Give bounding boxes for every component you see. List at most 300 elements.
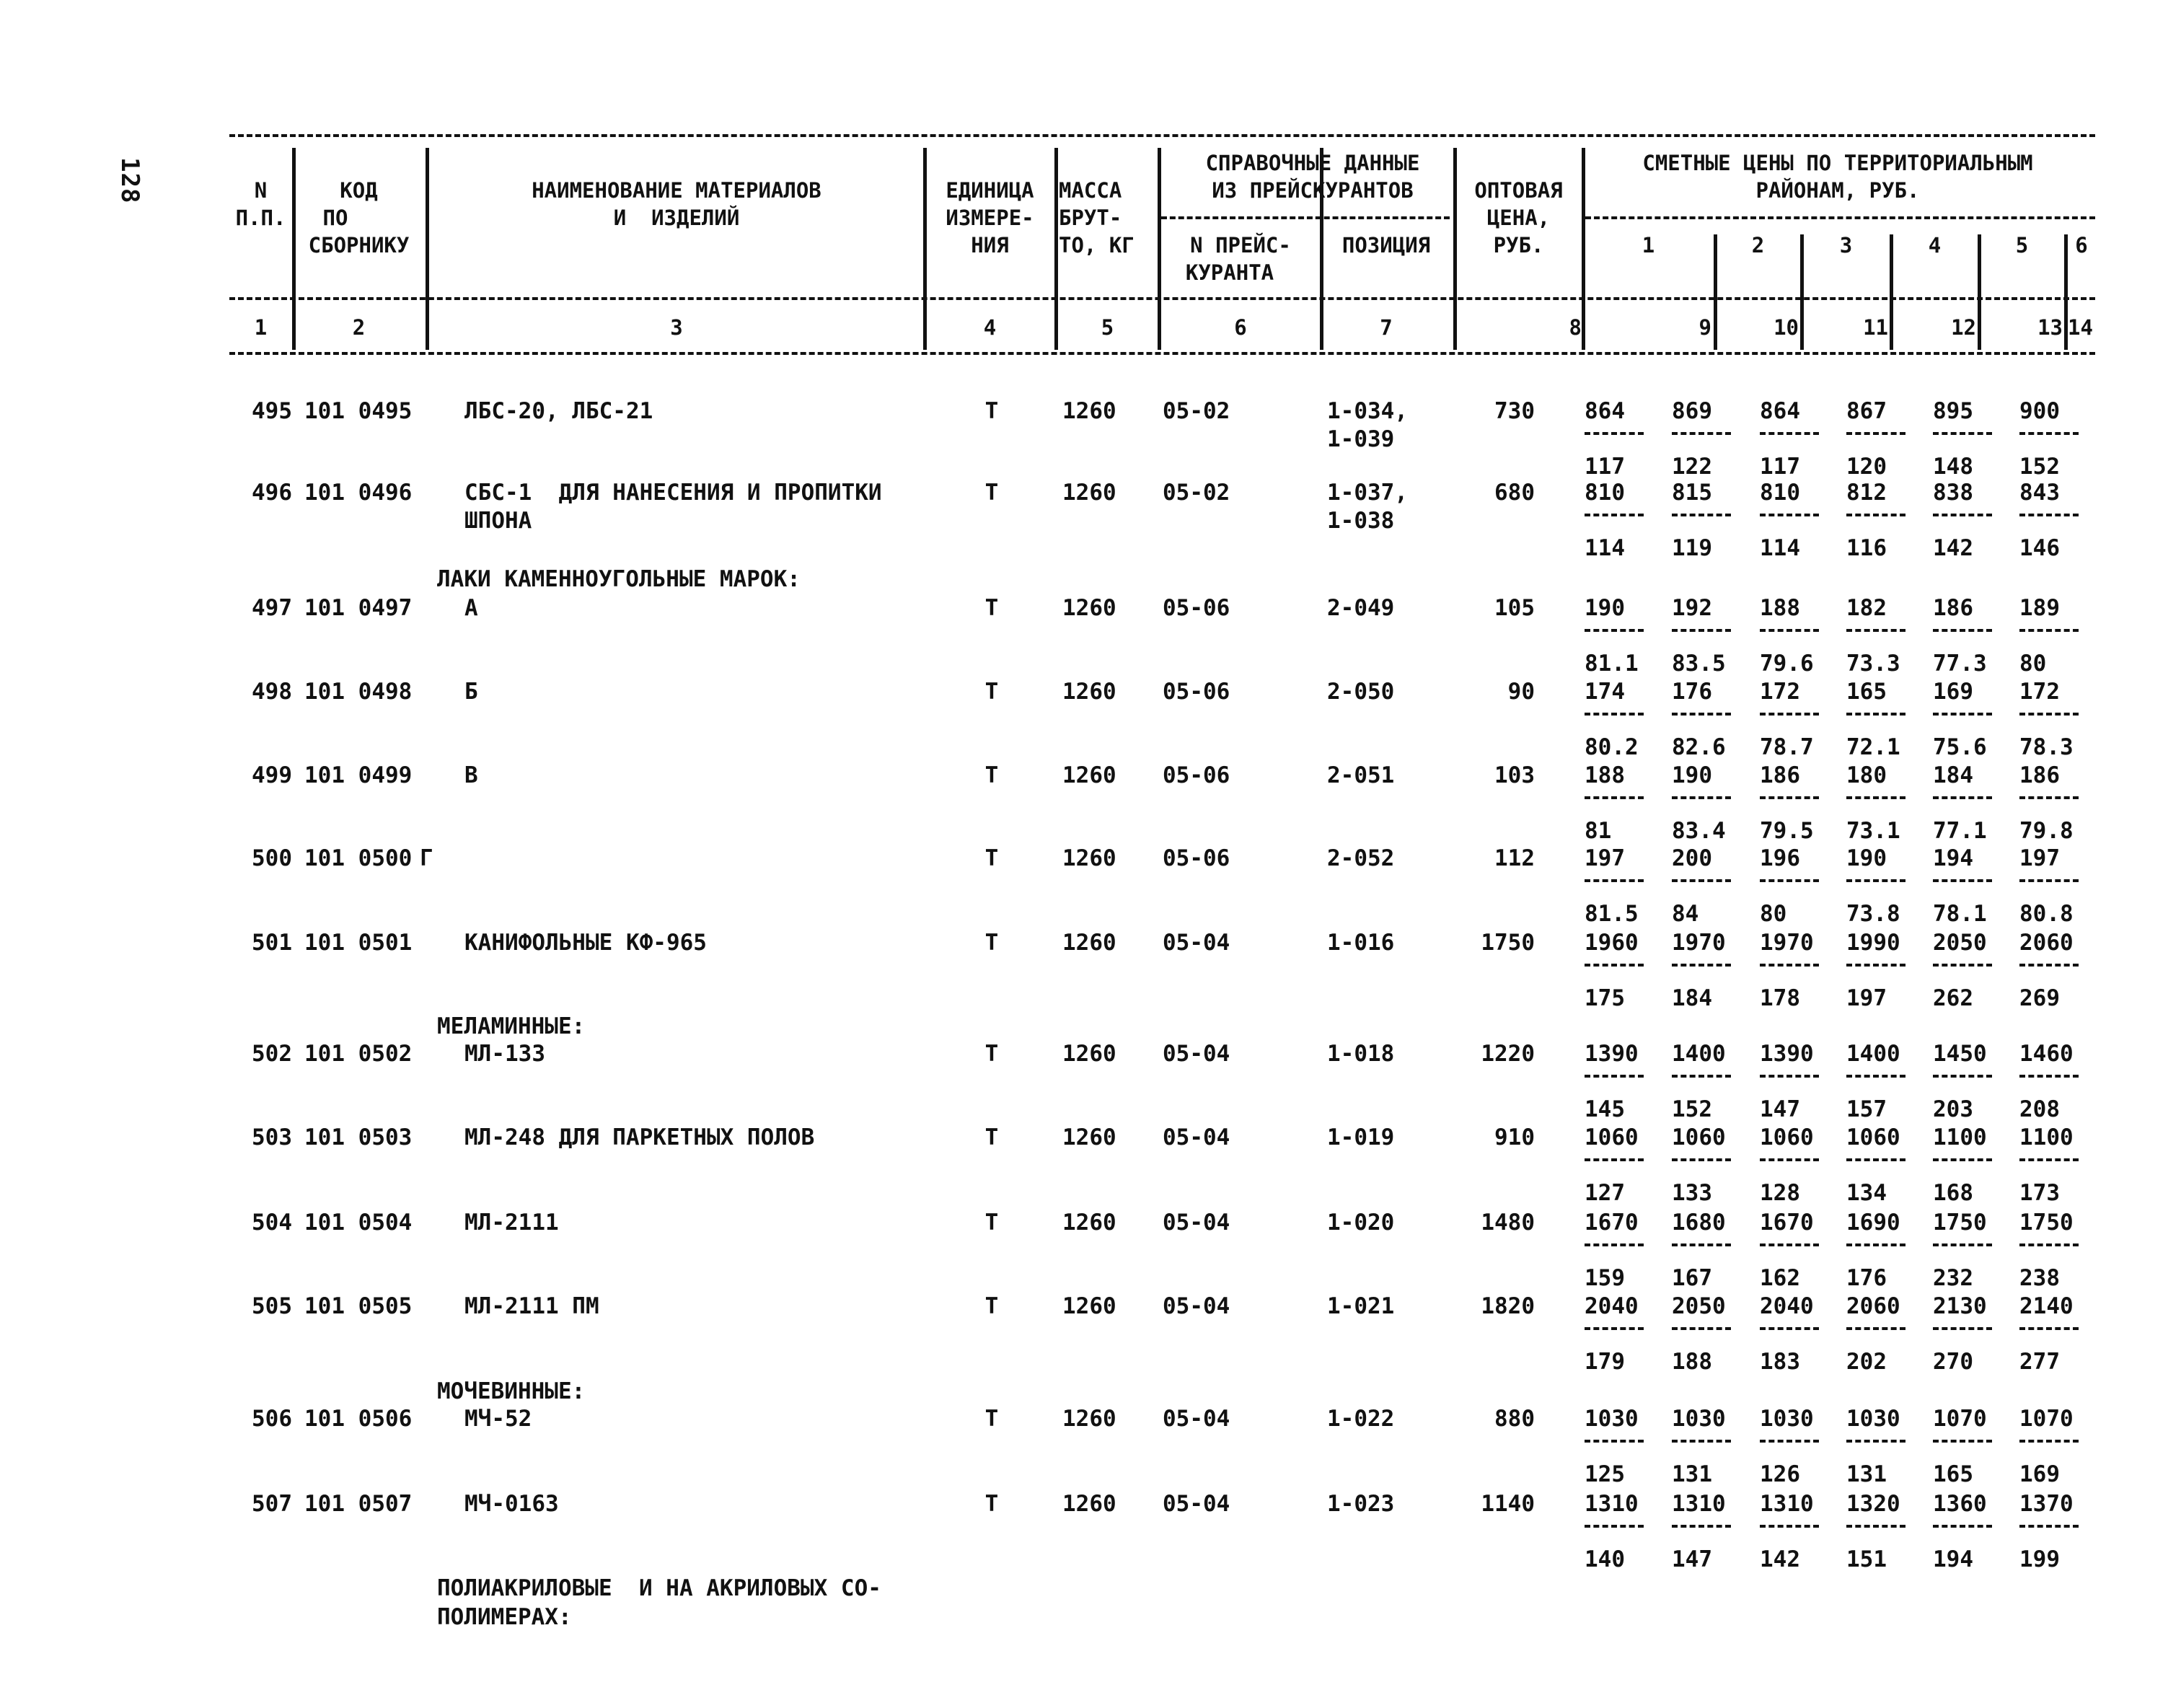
row-wholesale-price: 112: [1494, 845, 1535, 871]
fraction-line: [1760, 432, 1819, 435]
row-number: 501: [252, 930, 292, 956]
row-code: 101 0506: [304, 1406, 413, 1432]
header-col8: ЦЕНА,: [1486, 206, 1551, 230]
fraction-line: [1585, 1327, 1644, 1330]
row-code: 101 0501: [304, 930, 413, 956]
fraction-line: [1672, 1158, 1731, 1161]
row-wholesale-price: 105: [1494, 595, 1535, 621]
region-price-top: 182: [1846, 595, 1887, 621]
region-price-top: 186: [1933, 595, 1973, 621]
row-pricelist: 05-06: [1163, 762, 1230, 788]
fraction-line: [1933, 1525, 1992, 1528]
header-col2: СБОРНИКУ: [308, 233, 410, 257]
fraction-line: [1846, 432, 1905, 435]
row-mass: 1260: [1062, 845, 1116, 871]
region-price-top: 196: [1760, 845, 1800, 871]
row-name: В: [464, 762, 478, 788]
region-price-top: 1310: [1760, 1491, 1814, 1517]
region-price-top: 186: [2019, 762, 2060, 788]
column-number: 1: [254, 315, 268, 340]
row-mass: 1260: [1062, 398, 1116, 424]
fraction-line: [1585, 964, 1644, 967]
region-price-top: 1400: [1846, 1041, 1900, 1067]
row-position: 1-038: [1327, 508, 1395, 534]
row-mass: 1260: [1062, 1293, 1116, 1319]
region-price-bottom: 142: [1933, 535, 1973, 561]
row-wholesale-price: 103: [1494, 762, 1535, 788]
region-price-top: 1990: [1846, 930, 1900, 956]
region-price-bottom: 73.1: [1846, 818, 1900, 844]
header-col2: ПО: [322, 206, 348, 230]
region-price-bottom: 175: [1585, 985, 1625, 1011]
region-price-bottom: 203: [1933, 1096, 1973, 1122]
header-col5: БРУТ-: [1059, 206, 1122, 230]
region-price-bottom: 79.6: [1760, 651, 1814, 677]
region-price-bottom: 131: [1846, 1461, 1887, 1487]
header-regions-rule: [1585, 216, 2095, 219]
region-price-bottom: 151: [1846, 1546, 1887, 1572]
region-price-bottom: 178: [1760, 985, 1800, 1011]
row-mass: 1260: [1062, 480, 1116, 506]
row-number: 503: [252, 1124, 292, 1150]
region-price-bottom: 199: [2019, 1546, 2060, 1572]
region-price-bottom: 167: [1672, 1265, 1712, 1291]
row-unit: Т: [984, 1210, 999, 1236]
row-wholesale-price: 910: [1494, 1124, 1535, 1150]
region-price-bottom: 73.3: [1846, 651, 1900, 677]
region-price-top: 1450: [1933, 1041, 1987, 1067]
region-price-bottom: 197: [1846, 985, 1887, 1011]
header-col6: N ПРЕЙС-: [1190, 233, 1291, 257]
region-price-bottom: 119: [1672, 535, 1712, 561]
region-price-bottom: 152: [2019, 454, 2060, 480]
row-pricelist: 05-04: [1163, 1210, 1230, 1236]
column-number: 8: [1569, 315, 1582, 340]
region-price-top: 810: [1760, 480, 1800, 506]
region-price-top: 1390: [1760, 1041, 1814, 1067]
row-unit: Т: [984, 480, 999, 506]
region-price-bottom: 120: [1846, 454, 1887, 480]
fraction-line: [1846, 629, 1905, 632]
fraction-line: [2019, 964, 2079, 967]
row-mass: 1260: [1062, 1041, 1116, 1067]
fraction-line: [1672, 796, 1731, 799]
fraction-line: [1672, 1440, 1731, 1443]
fraction-line: [1672, 964, 1731, 967]
region-price-bottom: 188: [1672, 1349, 1712, 1375]
region-price-bottom: 202: [1846, 1349, 1887, 1375]
region-price-top: 1060: [1846, 1124, 1900, 1150]
region-price-bottom: 75.6: [1933, 734, 1987, 760]
row-name: Б: [464, 679, 478, 705]
region-price-bottom: 114: [1760, 535, 1800, 561]
column-number: 5: [1101, 315, 1114, 340]
column-number: 10: [1774, 315, 1799, 340]
header-region-num: 4: [1928, 233, 1942, 257]
region-price-bottom: 81.1: [1585, 651, 1639, 677]
region-price-bottom: 131: [1672, 1461, 1712, 1487]
region-price-bottom: 140: [1585, 1546, 1625, 1572]
header-region-num: 2: [1751, 233, 1765, 257]
row-position: 1-034,: [1327, 398, 1408, 424]
fraction-line: [1846, 514, 1905, 516]
region-price-top: 1030: [1585, 1406, 1639, 1432]
header-ref-rule: [1161, 216, 1450, 219]
region-price-bottom: 77.1: [1933, 818, 1987, 844]
header-regions-title: РАЙОНАМ, РУБ.: [1755, 178, 1920, 203]
fraction-line: [1585, 796, 1644, 799]
region-price-top: 190: [1585, 595, 1625, 621]
fraction-line: [1672, 1327, 1731, 1330]
column-number: 12: [1951, 315, 1976, 340]
fraction-line: [1846, 796, 1905, 799]
fraction-line: [1672, 879, 1731, 882]
region-price-top: 172: [2019, 679, 2060, 705]
row-position: 1-022: [1327, 1406, 1395, 1432]
row-unit: Т: [984, 930, 999, 956]
row-pricelist: 05-06: [1163, 595, 1230, 621]
row-mass: 1260: [1062, 1210, 1116, 1236]
fraction-line: [1933, 432, 1992, 435]
column-number: 9: [1698, 315, 1711, 340]
fraction-line: [1846, 1243, 1905, 1246]
header-col3: И ИЗДЕЛИЙ: [613, 206, 740, 230]
row-pricelist: 05-04: [1163, 1406, 1230, 1432]
region-price-bottom: 238: [2019, 1265, 2060, 1291]
region-price-bottom: 157: [1846, 1096, 1887, 1122]
region-price-top: 1460: [2019, 1041, 2074, 1067]
row-unit: Т: [984, 1406, 999, 1432]
row-position: 1-037,: [1327, 480, 1408, 506]
row-name: А: [464, 595, 478, 621]
region-price-top: 190: [1846, 845, 1887, 871]
row-position: 1-023: [1327, 1491, 1395, 1517]
row-unit: Т: [984, 762, 999, 788]
region-price-bottom: 78.3: [2019, 734, 2074, 760]
region-price-bottom: 152: [1672, 1096, 1712, 1122]
header-region-num: 6: [2075, 233, 2088, 257]
group-heading: ПОЛИАКРИЛОВЫЕ И НА АКРИЛОВЫХ СО-: [437, 1575, 881, 1601]
fraction-line: [1760, 1158, 1819, 1161]
fraction-line: [1585, 1525, 1644, 1528]
region-price-bottom: 122: [1672, 454, 1712, 480]
row-position: 1-019: [1327, 1124, 1395, 1150]
row-position: 1-016: [1327, 930, 1395, 956]
region-price-top: 812: [1846, 480, 1887, 506]
fraction-line: [1933, 1440, 1992, 1443]
header-col1: N: [254, 178, 268, 203]
row-code: 101 0496: [304, 480, 413, 506]
fraction-line: [1933, 964, 1992, 967]
region-price-bottom: 159: [1585, 1265, 1625, 1291]
header-ref-title: СПРАВОЧНЫЕ ДАННЫЕ: [1205, 151, 1420, 175]
fraction-line: [1760, 964, 1819, 967]
region-price-bottom: 83.4: [1672, 818, 1726, 844]
row-pricelist: 05-04: [1163, 1491, 1230, 1517]
region-price-bottom: 114: [1585, 535, 1625, 561]
region-price-bottom: 168: [1933, 1180, 1973, 1206]
region-price-top: 1360: [1933, 1491, 1987, 1517]
fraction-line: [1846, 1158, 1905, 1161]
row-pricelist: 05-04: [1163, 1293, 1230, 1319]
header-region-num: 3: [1839, 233, 1853, 257]
region-price-top: 1100: [1933, 1124, 1987, 1150]
region-price-bottom: 128: [1760, 1180, 1800, 1206]
row-name: МЛ-2111: [464, 1210, 559, 1236]
header-col5: МАССА: [1059, 178, 1122, 203]
row-code: 101 0497: [304, 595, 413, 621]
column-separator: [426, 148, 429, 350]
region-price-bottom: 169: [2019, 1461, 2060, 1487]
fraction-line: [1672, 629, 1731, 632]
region-price-bottom: 146: [2019, 535, 2060, 561]
fraction-line: [1760, 713, 1819, 716]
fraction-line: [2019, 1158, 2079, 1161]
region-price-bottom: 173: [2019, 1180, 2060, 1206]
region-price-top: 197: [2019, 845, 2060, 871]
fraction-line: [1933, 1327, 1992, 1330]
region-price-bottom: 81: [1585, 818, 1612, 844]
region-price-top: 1670: [1585, 1210, 1639, 1236]
region-price-bottom: 269: [2019, 985, 2060, 1011]
header-col8: РУБ.: [1493, 233, 1544, 257]
fraction-line: [1585, 1075, 1644, 1078]
row-number: 498: [252, 679, 292, 705]
group-heading: МЕЛАМИННЫЕ:: [437, 1013, 586, 1039]
row-mass: 1260: [1062, 1124, 1116, 1150]
row-name: ЛБС-20, ЛБС-21: [464, 398, 653, 424]
row-code: 101 0495: [304, 398, 413, 424]
region-price-top: 176: [1672, 679, 1712, 705]
row-wholesale-price: 1140: [1481, 1491, 1535, 1517]
region-price-top: 900: [2019, 398, 2060, 424]
region-price-top: 1970: [1760, 930, 1814, 956]
region-price-bottom: 72.1: [1846, 734, 1900, 760]
region-price-bottom: 162: [1760, 1265, 1800, 1291]
row-wholesale-price: 880: [1494, 1406, 1535, 1432]
row-code: 101 0499: [304, 762, 413, 788]
row-wholesale-price: 1820: [1481, 1293, 1535, 1319]
fraction-line: [1760, 796, 1819, 799]
region-price-top: 1690: [1846, 1210, 1900, 1236]
region-price-top: 186: [1760, 762, 1800, 788]
region-price-top: 189: [2019, 595, 2060, 621]
row-code: 101 0502: [304, 1041, 413, 1067]
row-mass: 1260: [1062, 762, 1116, 788]
region-price-bottom: 78.7: [1760, 734, 1814, 760]
header-col5: ТО, КГ: [1059, 233, 1134, 257]
region-price-bottom: 133: [1672, 1180, 1712, 1206]
fraction-line: [1846, 1525, 1905, 1528]
group-heading: МОЧЕВИННЫЕ:: [437, 1378, 586, 1404]
region-price-top: 867: [1846, 398, 1887, 424]
row-code: 101 0500: [304, 845, 413, 871]
fraction-line: [1672, 1525, 1731, 1528]
row-mass: 1260: [1062, 1406, 1116, 1432]
row-number: 507: [252, 1491, 292, 1517]
fraction-line: [1672, 1243, 1731, 1246]
region-price-top: 165: [1846, 679, 1887, 705]
header-col4: ЕДИНИЦА: [946, 178, 1034, 203]
fraction-line: [1846, 879, 1905, 882]
row-number: 502: [252, 1041, 292, 1067]
row-pricelist: 05-02: [1163, 398, 1230, 424]
region-price-bottom: 83.5: [1672, 651, 1726, 677]
region-price-top: 2140: [2019, 1293, 2074, 1319]
region-price-top: 815: [1672, 480, 1712, 506]
header-bottom-rule: [229, 352, 2095, 355]
row-name: КАНИФОЛЬНЫЕ КФ-965: [464, 930, 707, 956]
row-number: 506: [252, 1406, 292, 1432]
row-number: 504: [252, 1210, 292, 1236]
region-price-bottom: 270: [1933, 1349, 1973, 1375]
region-price-bottom: 78.1: [1933, 901, 1987, 927]
row-name: МЛ-133: [464, 1041, 545, 1067]
region-price-top: 1750: [1933, 1210, 1987, 1236]
row-unit: Т: [984, 845, 999, 871]
fraction-line: [1933, 629, 1992, 632]
fraction-line: [2019, 1525, 2079, 1528]
region-price-top: 184: [1933, 762, 1973, 788]
fraction-line: [1585, 1440, 1644, 1443]
region-price-top: 1750: [2019, 1210, 2074, 1236]
row-name: МЛ-2111 ПМ: [464, 1293, 599, 1319]
fraction-line: [1585, 514, 1644, 516]
region-price-bottom: 80: [1760, 901, 1787, 927]
region-price-bottom: 125: [1585, 1461, 1625, 1487]
region-price-bottom: 80.8: [2019, 901, 2074, 927]
fraction-line: [1933, 1158, 1992, 1161]
fraction-line: [1760, 1440, 1819, 1443]
region-price-top: 1320: [1846, 1491, 1900, 1517]
fraction-line: [1933, 1075, 1992, 1078]
row-number: 499: [252, 762, 292, 788]
row-unit: Т: [984, 1041, 999, 1067]
region-price-bottom: 82.6: [1672, 734, 1726, 760]
region-price-bottom: 80.2: [1585, 734, 1639, 760]
fraction-line: [1933, 1243, 1992, 1246]
row-position: 2-049: [1327, 595, 1395, 621]
row-name: ШПОНА: [464, 508, 532, 534]
region-price-top: 192: [1672, 595, 1712, 621]
region-price-bottom: 232: [1933, 1265, 1973, 1291]
row-name: МЧ-52: [464, 1406, 532, 1432]
fraction-line: [1585, 713, 1644, 716]
header-col6: КУРАНТА: [1185, 260, 1274, 285]
row-name: СБС-1 ДЛЯ НАНЕСЕНИЯ И ПРОПИТКИ: [464, 480, 882, 506]
column-number: 11: [1863, 315, 1888, 340]
fraction-line: [1760, 514, 1819, 516]
row-unit: Т: [984, 1491, 999, 1517]
fraction-line: [1760, 1525, 1819, 1528]
region-price-top: 1370: [2019, 1491, 2074, 1517]
row-code: 101 0498: [304, 679, 413, 705]
row-pricelist: 05-04: [1163, 1041, 1230, 1067]
header-col8: ОПТОВАЯ: [1474, 178, 1563, 203]
row-position: 1-021: [1327, 1293, 1395, 1319]
fraction-line: [1846, 964, 1905, 967]
fraction-line: [2019, 514, 2079, 516]
fraction-line: [1846, 1440, 1905, 1443]
fraction-line: [2019, 796, 2079, 799]
row-code: 101 0505: [304, 1293, 413, 1319]
region-price-top: 2050: [1672, 1293, 1726, 1319]
region-price-top: 1400: [1672, 1041, 1726, 1067]
row-mass: 1260: [1062, 1491, 1116, 1517]
row-name: МЧ-0163: [464, 1491, 559, 1517]
region-price-top: 1060: [1672, 1124, 1726, 1150]
row-pricelist: 05-04: [1163, 930, 1230, 956]
region-price-top: 169: [1933, 679, 1973, 705]
fraction-line: [1933, 879, 1992, 882]
row-unit: Т: [984, 1124, 999, 1150]
row-name: МЛ-248 ДЛЯ ПАРКЕТНЫХ ПОЛОВ: [464, 1124, 815, 1150]
fraction-line: [2019, 879, 2079, 882]
region-price-bottom: 165: [1933, 1461, 1973, 1487]
column-number: 6: [1234, 315, 1247, 340]
row-number: 497: [252, 595, 292, 621]
row-mass: 1260: [1062, 679, 1116, 705]
region-price-top: 1070: [1933, 1406, 1987, 1432]
region-price-top: 200: [1672, 845, 1712, 871]
region-price-top: 1310: [1672, 1491, 1726, 1517]
fraction-line: [1672, 432, 1731, 435]
row-mass: 1260: [1062, 595, 1116, 621]
header-col4: НИЯ: [971, 233, 1009, 257]
row-position: 2-050: [1327, 679, 1395, 705]
row-mass: 1260: [1062, 930, 1116, 956]
region-price-bottom: 81.5: [1585, 901, 1639, 927]
fraction-line: [1846, 1327, 1905, 1330]
region-price-top: 2060: [2019, 930, 2074, 956]
column-number: 7: [1380, 315, 1393, 340]
region-price-top: 1060: [1760, 1124, 1814, 1150]
header-top-rule: [229, 134, 2095, 137]
region-price-top: 194: [1933, 845, 1973, 871]
region-price-top: 2040: [1760, 1293, 1814, 1319]
fraction-line: [1585, 1243, 1644, 1246]
row-wholesale-price: 1480: [1481, 1210, 1535, 1236]
fraction-line: [2019, 1243, 2079, 1246]
header-col1: П.П.: [235, 206, 286, 230]
row-position: 1-018: [1327, 1041, 1395, 1067]
row-code: 101 0507: [304, 1491, 413, 1517]
row-unit: Т: [984, 595, 999, 621]
region-price-top: 2040: [1585, 1293, 1639, 1319]
fraction-line: [1585, 432, 1644, 435]
header-region-num: 5: [2015, 233, 2029, 257]
region-price-bottom: 77.3: [1933, 651, 1987, 677]
row-pricelist: 05-02: [1163, 480, 1230, 506]
region-price-bottom: 179: [1585, 1349, 1625, 1375]
region-price-top: 838: [1933, 480, 1973, 506]
region-price-bottom: 277: [2019, 1349, 2060, 1375]
fraction-line: [1760, 1327, 1819, 1330]
fraction-line: [2019, 432, 2079, 435]
region-price-top: 2130: [1933, 1293, 1987, 1319]
region-price-bottom: 117: [1585, 454, 1625, 480]
region-price-bottom: 117: [1760, 454, 1800, 480]
region-price-top: 895: [1933, 398, 1973, 424]
region-price-bottom: 208: [2019, 1096, 2060, 1122]
row-wholesale-price: 90: [1507, 679, 1535, 705]
region-price-top: 2050: [1933, 930, 1987, 956]
row-name: Г: [420, 845, 433, 871]
region-price-top: 1100: [2019, 1124, 2074, 1150]
region-price-bottom: 84: [1672, 901, 1699, 927]
fraction-line: [2019, 629, 2079, 632]
region-price-bottom: 73.8: [1846, 901, 1900, 927]
